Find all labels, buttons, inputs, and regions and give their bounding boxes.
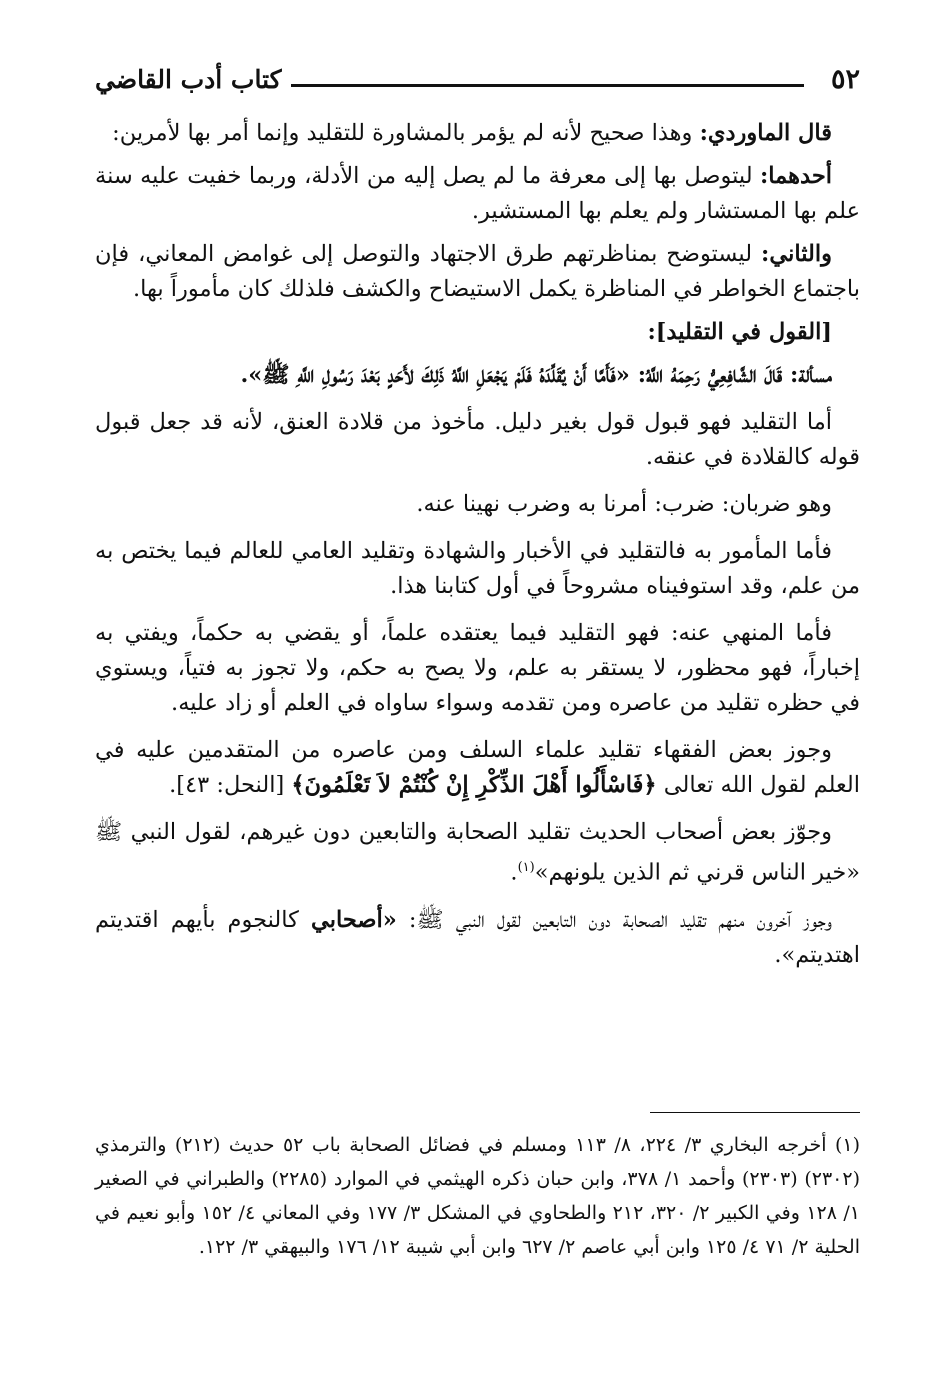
paragraph-end: . <box>510 859 518 886</box>
footnote: (١) أخرجه البخاري ٣/ ٢٢٤، ٨/ ١١٣ ومسلم في فضائل الصحابة باب ٥٢ حديث (٢١٢) والترمذي (٢٣٠٢) (٢٣٠٣) وأحمد ١/ ٣٧٨، وابن حبان ذكره الهيثمي في الموارد (٢٢٨٥) والطبراني في الصغير ١/ ١٢٨ وفي الكبير ٢/ ٣٢٠، ٢١٢ والطحاوي في المشكل ٣/ ١٧٧ وفي المعاني ٤/ ١٥٢ وأبو نعيم في الحلية ٢/ ٧١ ٤/ ١٢٥ وابن أبي عاصم ٢/ ٦٢٧ وابن أبي شيبة ١٢/ ١٧٦ والبيهقي ٣/ ١٢٢. <box>95 1134 861 1258</box>
paragraph: أما التقليد فهو قبول قول بغير دليل. مأخوذ من قلادة العنق، لأنه قد جعل قبول قوله كالقلادة في عنقه. <box>95 409 860 470</box>
section-heading: [القول في التقليد]: <box>647 319 832 345</box>
paragraph <box>95 815 860 891</box>
paragraph-end: كالنجوم بأيهم اقتديتم اهتديتم». <box>95 906 860 968</box>
paragraph-text: ليستوضح بمناظرتهم طرق الاجتهاد والتوصل إلى غوامض المعاني، فإن باجتماع الخواطر في المناظرة يكمل الاستيضاح والكشف فلذلك كان مأموراً بها. <box>95 241 860 302</box>
paragraph <box>95 237 860 307</box>
header-rule <box>291 84 804 87</box>
footnote-rule <box>650 1112 860 1113</box>
verse-reference: [النحل: ٤٣]. <box>169 772 292 798</box>
paragraph-text: وجوز آخرون منهم تقليد الصحابة دون التابعين لقول النبي ﷺ: <box>396 906 833 933</box>
paragraph-text: وهذا صحيح لأنه لم يؤمر بالمشاورة للتقليد وإنما أمر بها لأمرين: <box>112 120 700 146</box>
page-header <box>95 62 860 102</box>
quran-verse: ﴿فَاسْأَلُوا أَهْلَ الذِّكْرِ إِنْ كُنْتُمْ لاَ تَعْلَمُونَ﴾ <box>291 772 657 798</box>
book-title: كتاب أدب القاضي <box>95 65 282 94</box>
paragraph: فأما المأمور به فالتقليد في الأخبار والشهادة وتقليد العامي للعالم فيما يختص به من علم، وقد استوفيناه مشروحاً في أول كتابنا هذا. <box>95 538 860 599</box>
page-number: ٥٢ <box>830 64 860 95</box>
paragraph-text: وجوز بعض الفقهاء تقليد علماء السلف ومن عاصره من المتقدمين عليه في العلم لقول الله تعالى <box>95 737 860 798</box>
paragraph <box>95 903 860 973</box>
paragraph <box>95 159 860 229</box>
paragraph-text: ليتوصل بها إلى معرفة ما لم يصل إليه من الأدلة، وربما خفيت عليه سنة علم بها المستشار ولم يعلم بها المستشير. <box>95 163 860 224</box>
paragraph: وهو ضربان: ضرب: أمرنا به وضرب نهينا عنه. <box>416 491 832 517</box>
paragraph-lead: قال الماوردي: <box>699 120 832 146</box>
footnote-marker: (١) <box>517 860 535 875</box>
paragraph <box>95 358 860 393</box>
paragraph-text: وجوّز بعض أصحاب الحديث تقليد الصحابة والتابعين دون غيرهم، لقول النبي ﷺ «خير الناس قرني ثم الذين يلونهم» <box>95 819 860 886</box>
paragraph <box>95 116 860 151</box>
main-text <box>95 116 860 985</box>
paragraph-lead: والثاني: <box>761 241 832 267</box>
paragraph: فأما المنهي عنه: فهو التقليد فيما يعتقده علماً، أو يقضي به حكماً، ويفتي به إخباراً، فهو محظور، لا يستقر به علم، ولا يصح به حكم، ولا تجوز به فتياً، ويستوي في حظره تقليد من عاصره ومن تقدمه وسواء ساواه في العلم أو زاد عليه. <box>95 620 860 716</box>
quoted-text: قَالَ الشَّافِعِيُّ رَحِمَهُ اللَّهُ: «فَأَمَّا أَنْ يُقَلِّدَهُ فَلَمْ يَجْعَلِ اللَّهُ ذَلِكَ لأَحَدٍ بَعْدَ رَسُولِ اللَّهِ ﷺ». <box>240 362 791 388</box>
quoted-text: «أصحابي <box>310 906 397 933</box>
paragraph <box>95 733 860 803</box>
footnotes <box>95 1128 860 1264</box>
paragraph-lead: أحدهما: <box>759 163 832 189</box>
paragraph-lead: مسألة: <box>790 362 832 388</box>
